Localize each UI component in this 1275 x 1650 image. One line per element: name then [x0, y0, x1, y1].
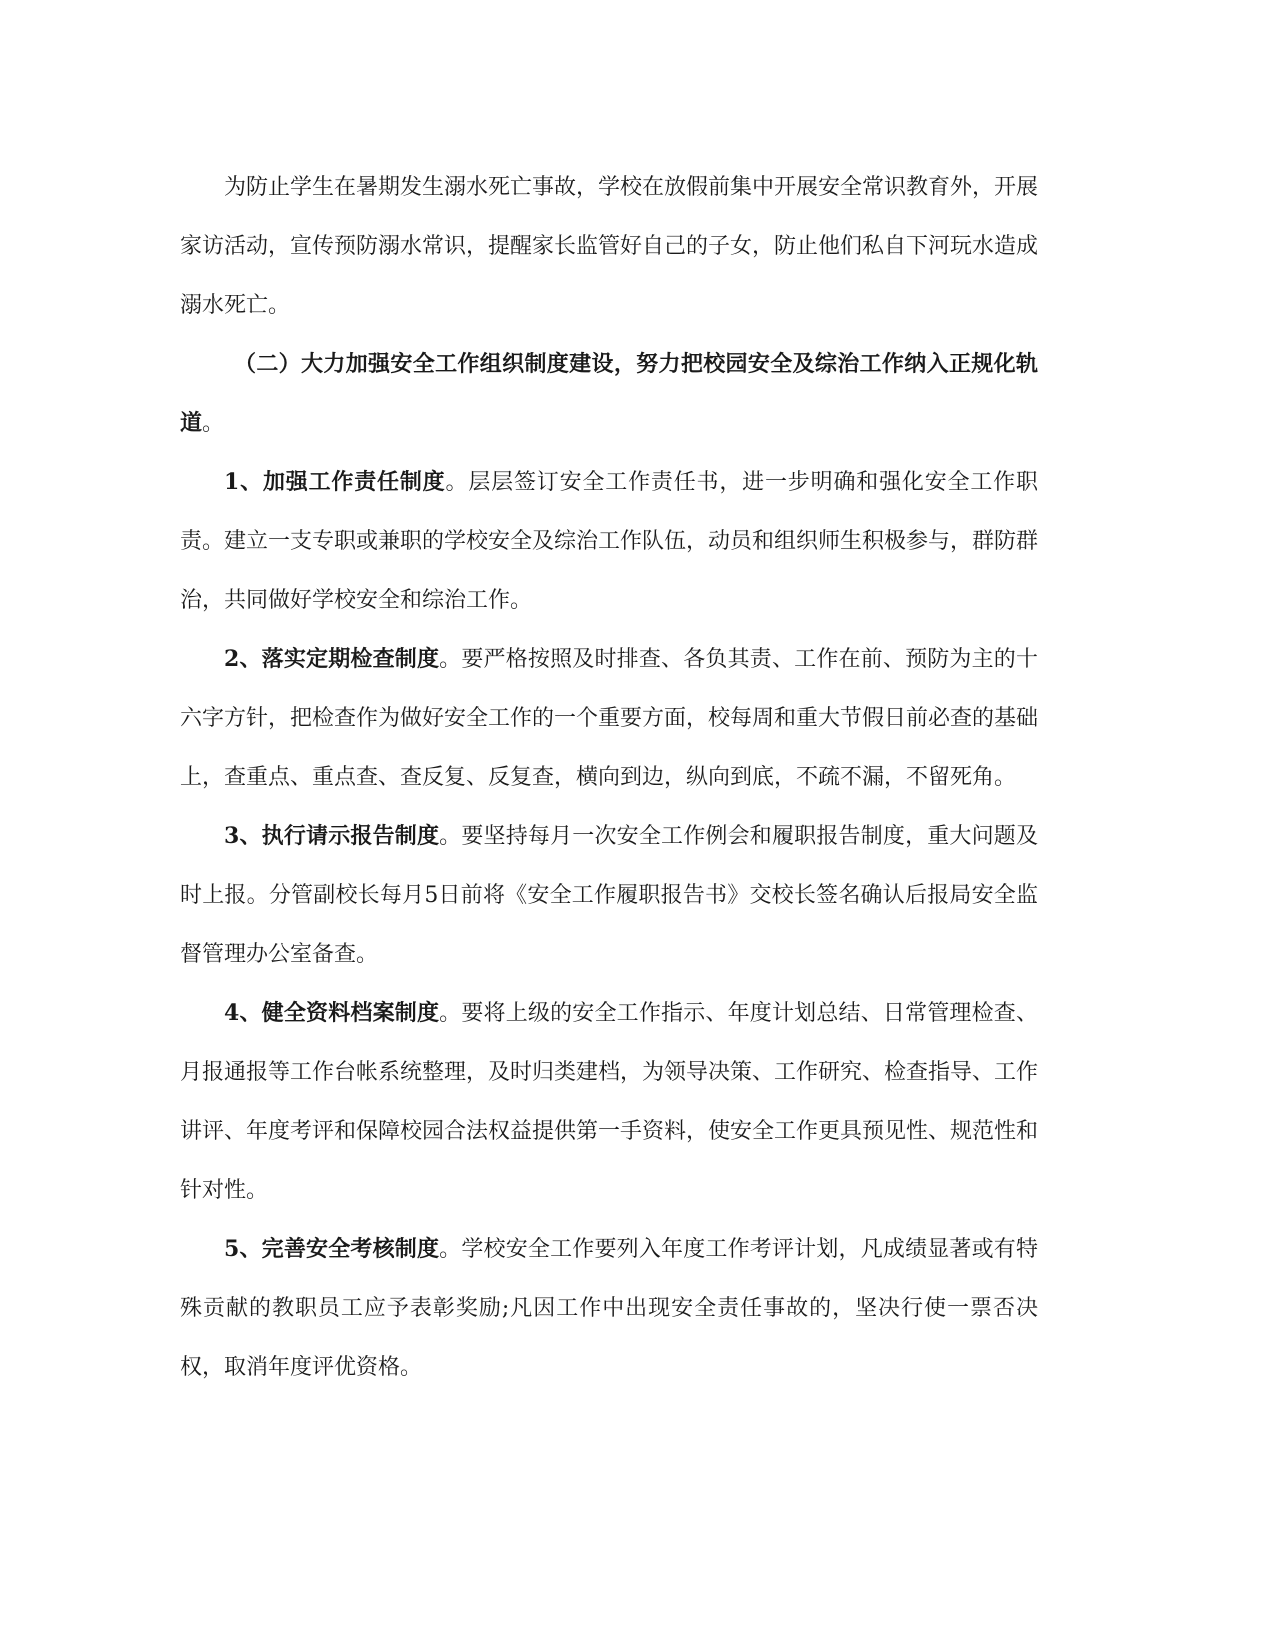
- item-3-reporting: [180, 807, 1038, 984]
- item-lead: 2、落实定期检查制度: [224, 646, 440, 672]
- item-lead: 5、完善安全考核制度: [224, 1236, 440, 1262]
- item-body: 。层层签订安全工作责任书，进一步明确和强化安全工作职责。建立一支专职或兼职的学校安全及综治工作队伍，动员和组织师生积极参与，群防群治，共同做好学校安全和综治工作。: [180, 470, 1039, 613]
- paragraph-text: 为防止学生在暑期发生溺水死亡事故，学校在放假前集中开展安全常识教育外，开展家访活动，宣传预防溺水常识，提醒家长监管好自己的子女，防止他们私自下河玩水造成溺水死亡。: [180, 175, 1039, 318]
- item-body: 。要严格按照及时排查、各负其责、工作在前、预防为主的十六字方针，把检查作为做好安全工作的一个重要方面，校每周和重大节假日前必查的基础上，查重点、重点查、查反复、反复查，横向到边，纵向到底，不疏不漏，不留死角。: [180, 647, 1039, 790]
- item-5-assessment: [180, 1220, 1038, 1397]
- item-2-inspection: [180, 630, 1038, 807]
- document-page: [180, 158, 1038, 1397]
- section-heading-text: （二）大力加强安全工作组织制度建设，努力把校园安全及综治工作纳入正规化轨道: [180, 351, 1038, 436]
- item-lead: 1、加强工作责任制度: [224, 469, 446, 495]
- item-body: 。要坚持每月一次安全工作例会和履职报告制度，重大问题及时上报。分管副校长每月5日前将《安全工作履职报告书》交校长签名确认后报局安全监督管理办公室备查。: [180, 824, 1038, 967]
- item-lead: 3、执行请示报告制度: [224, 823, 440, 849]
- section-heading-2: [180, 335, 1038, 453]
- paragraph-drowning-prevention: [180, 158, 1038, 335]
- item-1-responsibility: [180, 453, 1038, 630]
- item-4-archives: [180, 984, 1038, 1220]
- item-lead: 4、健全资料档案制度: [224, 1000, 440, 1026]
- item-body: 。要将上级的安全工作指示、年度计划总结、日常管理检查、月报通报等工作台帐系统整理，及时归类建档，为领导决策、工作研究、检查指导、工作讲评、年度考评和保障校园合法权益提供第一手资料，使安全工作更具预见性、规范性和针对性。: [180, 1001, 1039, 1203]
- item-body: 。学校安全工作要列入年度工作考评计划，凡成绩显著或有特殊贡献的教职员工应予表彰奖励;凡因工作中出现安全责任事故的，坚决行使一票否决权，取消年度评优资格。: [180, 1237, 1038, 1380]
- section-heading-trail: 。: [202, 411, 225, 436]
